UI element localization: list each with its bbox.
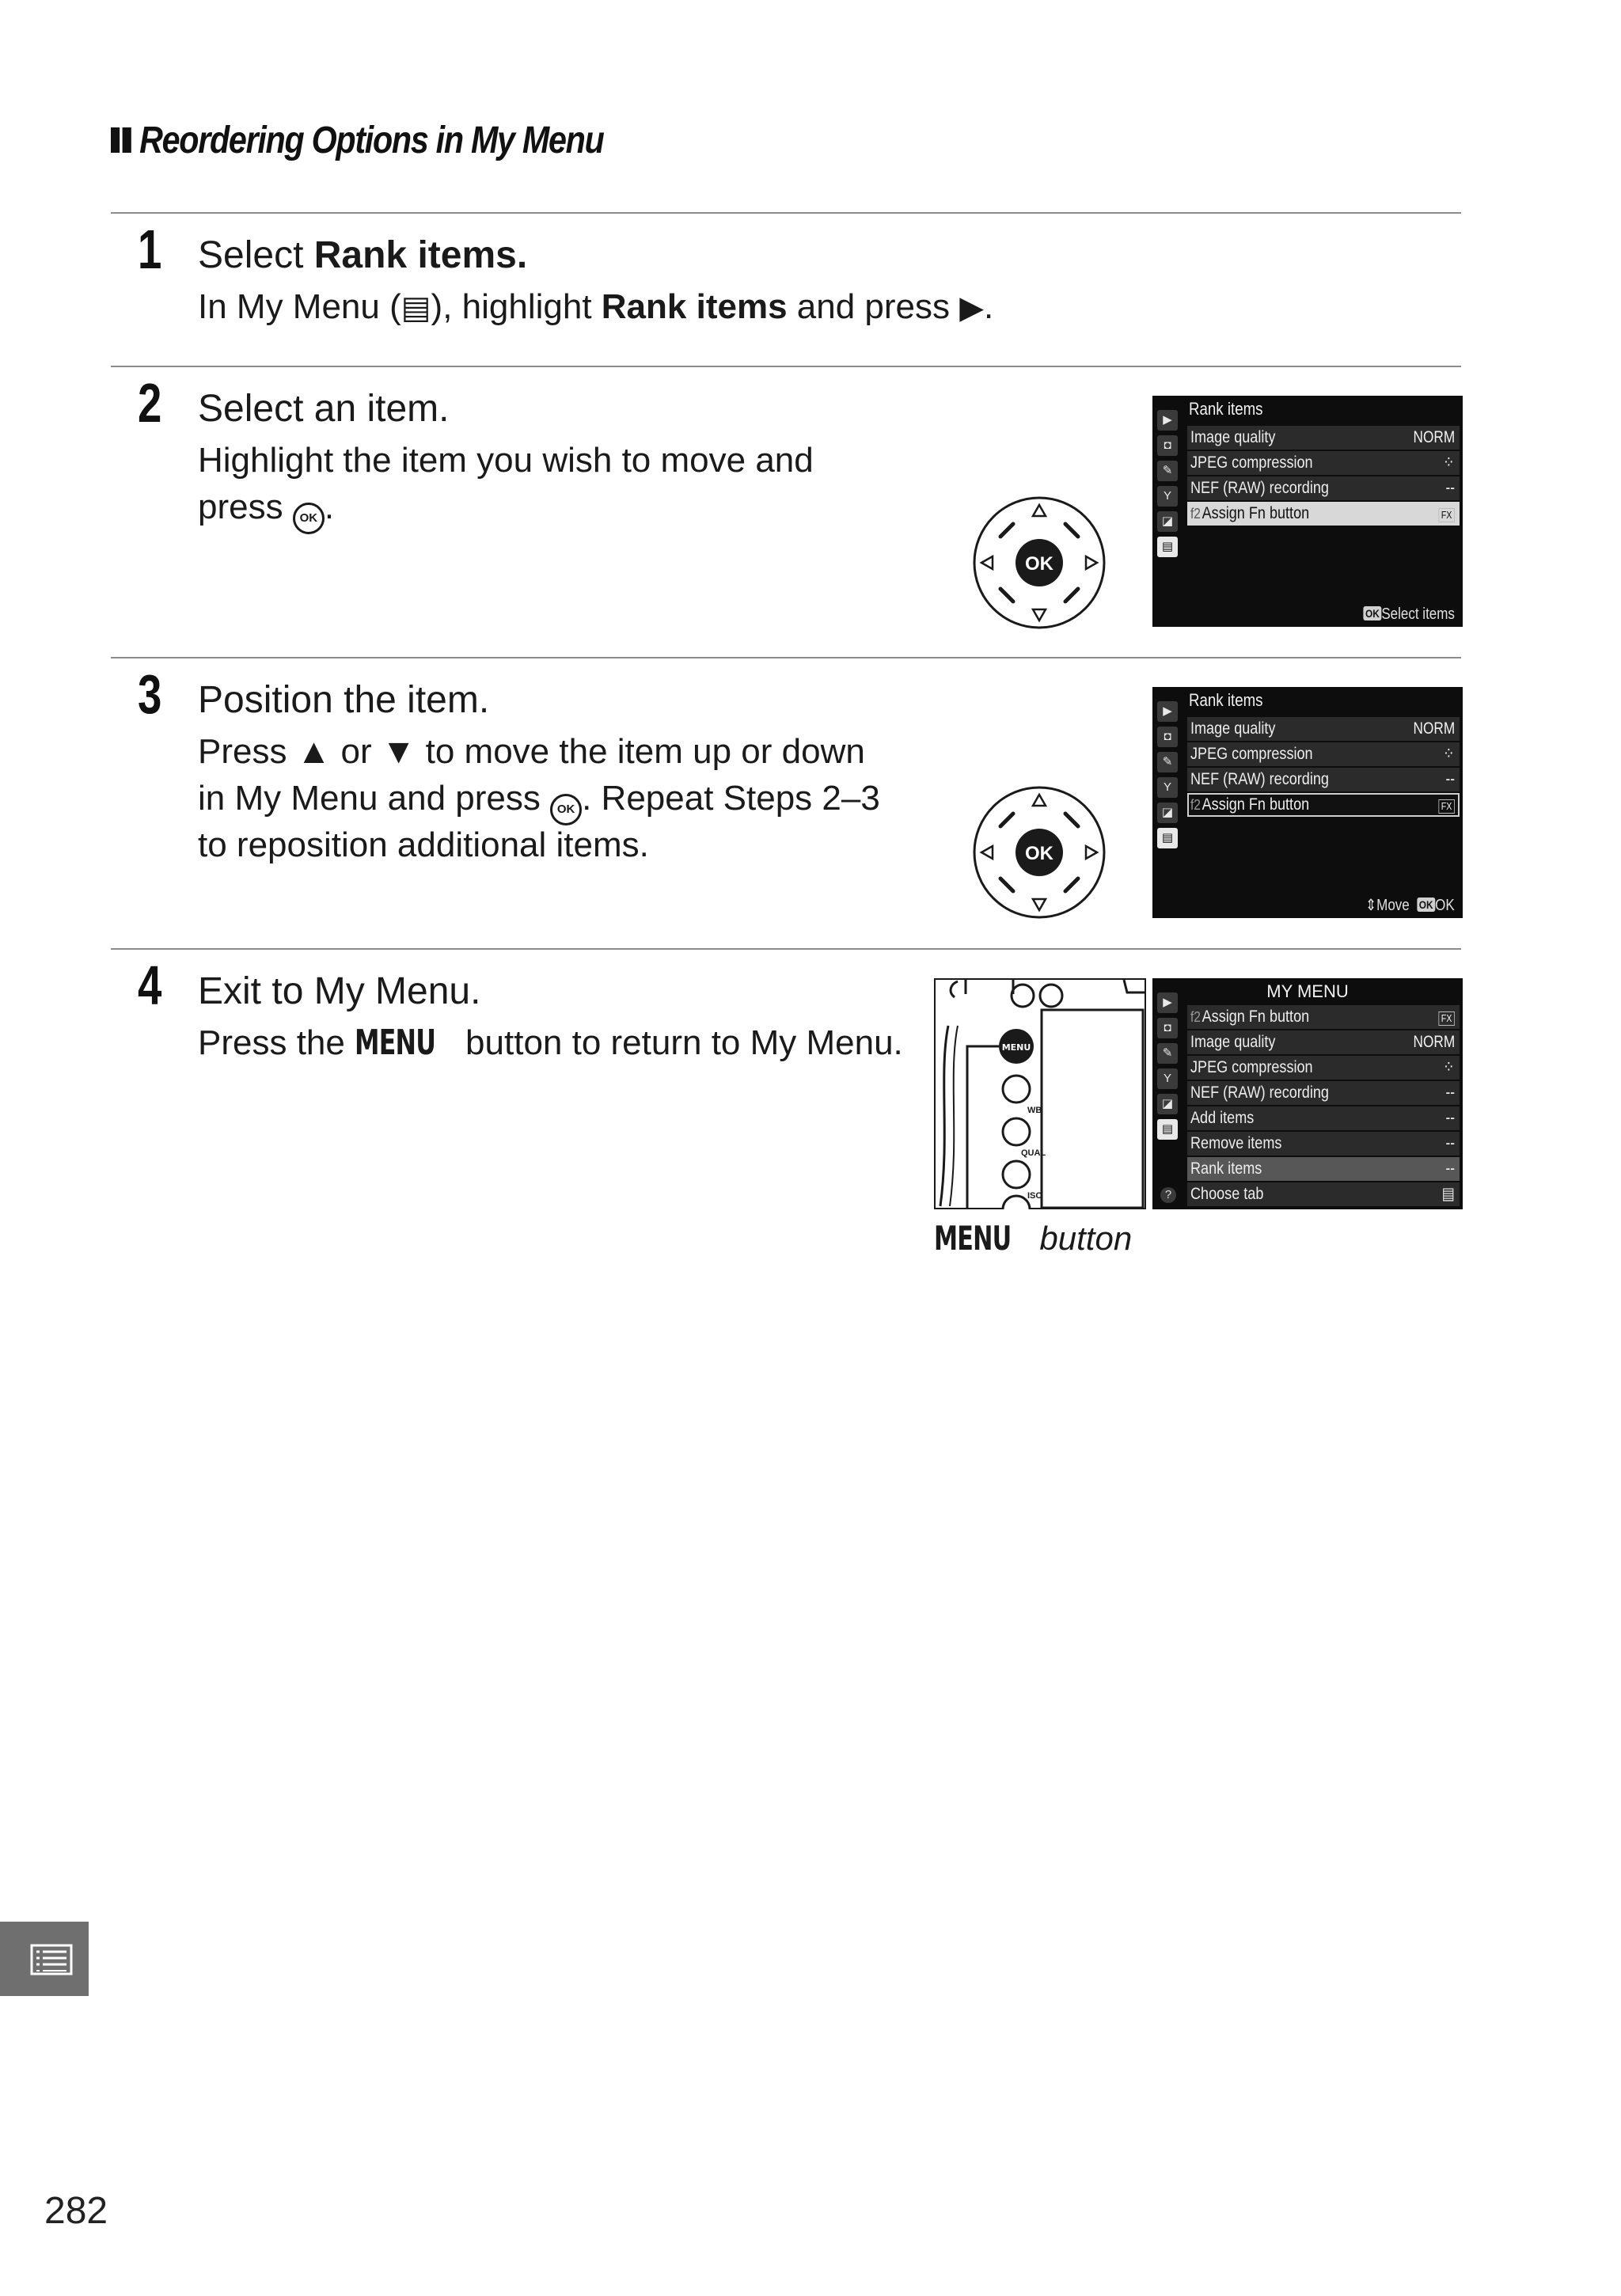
- list-item: [1187, 451, 1460, 475]
- list-item: [1187, 1132, 1460, 1156]
- step-body-3-line2: [198, 775, 880, 825]
- screen-title: MY MENU: [1266, 981, 1349, 1001]
- down-arrow-icon: ▼: [381, 732, 416, 771]
- step-number-3: 3: [138, 663, 162, 725]
- list-item-label: Image quality: [1190, 428, 1276, 446]
- list-item-label: Choose tab: [1190, 1185, 1264, 1203]
- list-item-prefix: f2: [1190, 1009, 1201, 1025]
- step-number-4: 4: [138, 954, 162, 1016]
- screen-footer: [1365, 895, 1455, 915]
- footer-move-text: Move: [1376, 897, 1410, 914]
- list-item: [1187, 1182, 1460, 1206]
- divider-step2: [111, 366, 1461, 367]
- divider-step3: [111, 657, 1461, 658]
- section-title-text: Reordering Options in My Menu: [139, 120, 604, 161]
- list-item-label: Image quality: [1190, 719, 1276, 738]
- list-item-value: [1439, 502, 1455, 526]
- step-title-3: Position the item.: [198, 679, 490, 721]
- retouch-tab-icon: ◪: [1157, 1094, 1178, 1114]
- list-item-value: --: [1445, 479, 1455, 497]
- my-menu-side-icon: [0, 1922, 89, 1996]
- footer-ok-text: OK: [1435, 897, 1455, 914]
- list-item-label: [1190, 502, 1309, 526]
- step-body-4-pre: Press the: [198, 1023, 355, 1062]
- list-item-label-text: Assign Fn button: [1202, 504, 1310, 522]
- menu-button-caption: [934, 1219, 1132, 1258]
- setup-tab-icon: Y: [1157, 486, 1178, 507]
- playback-tab-icon: ▶: [1157, 410, 1178, 431]
- menu-tabs: [1156, 410, 1179, 562]
- list-item: [1187, 742, 1460, 766]
- camera-screen-rank-items-select: [1152, 396, 1463, 627]
- list-item: [1187, 426, 1460, 450]
- step-body-1-end: .: [984, 287, 994, 326]
- camera-menu-button-label: MENU: [1001, 1042, 1031, 1053]
- list-item-prefix: f2: [1190, 797, 1201, 813]
- screen-footer: [1363, 605, 1455, 624]
- list-item: [1187, 1081, 1460, 1105]
- step-body-1-bold: Rank items: [601, 287, 788, 326]
- list-item-label: NEF (RAW) recording: [1190, 770, 1329, 788]
- list-item: [1187, 768, 1460, 791]
- dial-ok-label: OK: [1025, 553, 1053, 575]
- fx-chip: FX: [1439, 799, 1455, 814]
- list-item-label: JPEG compression: [1190, 1058, 1313, 1076]
- step-body-1-mid: ), highlight: [431, 287, 602, 326]
- setup-tab-icon: Y: [1157, 777, 1178, 798]
- wb-label: WB: [1027, 1106, 1042, 1115]
- my-menu-icon: ▤: [401, 290, 431, 325]
- list-item-label: [1190, 1005, 1309, 1029]
- help-icon: ?: [1160, 1187, 1176, 1203]
- step-body-3-post2: . Repeat Steps 2–3: [582, 779, 880, 818]
- my-menu-list: [1187, 1005, 1460, 1208]
- camera-screen-rank-items-move: [1152, 687, 1463, 918]
- list-item-label: Rank items: [1190, 1159, 1262, 1178]
- setup-tab-icon: Y: [1157, 1068, 1178, 1089]
- shooting-tab-icon: ◘: [1157, 727, 1178, 747]
- list-item-label: Image quality: [1190, 1033, 1276, 1051]
- multi-selector-icon: [972, 495, 1107, 630]
- camera-screen-my-menu: [1152, 978, 1463, 1209]
- qual-label: QUAL: [1021, 1148, 1046, 1158]
- step-title-1: [198, 233, 527, 279]
- step-title-2: Select an item.: [198, 388, 450, 430]
- list-item-label: JPEG compression: [1190, 745, 1313, 763]
- section-side-tab: [0, 1922, 89, 1996]
- section-marker-icon: [111, 119, 134, 162]
- list-item-value: NORM: [1413, 1033, 1455, 1051]
- divider-step4: [111, 948, 1461, 950]
- list-item-value: [1439, 1005, 1455, 1029]
- camera-body-drawing: [934, 978, 1146, 1209]
- my-menu-tab-icon: ▤: [1157, 828, 1178, 848]
- list-item: [1187, 717, 1460, 741]
- playback-tab-icon: ▶: [1157, 701, 1178, 722]
- step-body-2-press: press: [198, 488, 283, 526]
- menu-tabs: [1156, 701, 1179, 853]
- step-body-3-move: to move the item up or down: [416, 732, 865, 771]
- list-item-label: JPEG compression: [1190, 454, 1313, 472]
- right-arrow-icon: ▶: [959, 290, 984, 325]
- playback-tab-icon: ▶: [1157, 992, 1178, 1013]
- section-title: [111, 119, 604, 162]
- list-item-label-text: Assign Fn button: [1202, 795, 1310, 814]
- list-item-value: NORM: [1413, 719, 1455, 738]
- list-item: [1187, 1106, 1460, 1130]
- iso-label: ISO: [1027, 1191, 1042, 1201]
- step-body-3-line1: [198, 728, 865, 775]
- custom-tab-icon: ✎: [1157, 1043, 1178, 1064]
- multi-selector-icon: [972, 785, 1107, 920]
- list-item-label: NEF (RAW) recording: [1190, 479, 1329, 497]
- screen-title: Rank items: [1189, 399, 1263, 419]
- divider-top: [111, 212, 1461, 214]
- step-number-1: 1: [138, 218, 162, 280]
- list-item-label-text: Assign Fn button: [1202, 1008, 1310, 1026]
- list-item-value: [1439, 793, 1455, 817]
- ok-button-icon: OK: [293, 503, 325, 534]
- list-item-selected: [1187, 502, 1460, 526]
- list-item-label: NEF (RAW) recording: [1190, 1083, 1329, 1102]
- step-title-1-pre: Select: [198, 234, 314, 276]
- shooting-tab-icon: ◘: [1157, 1018, 1178, 1038]
- list-item-value: --: [1445, 1134, 1455, 1152]
- list-item-label: Remove items: [1190, 1134, 1282, 1152]
- list-item-label: [1190, 793, 1309, 817]
- list-item-value: NORM: [1413, 428, 1455, 446]
- list-item-value: ⁘: [1443, 745, 1455, 763]
- step-body-3-line3: to reposition additional items.: [198, 825, 649, 864]
- list-item-value: ⁘: [1443, 1058, 1455, 1076]
- caption-menu-label: MENU: [934, 1219, 1012, 1258]
- rank-list: [1187, 717, 1460, 818]
- step-body-3-press: Press: [198, 732, 297, 771]
- fx-chip: FX: [1439, 508, 1455, 522]
- step-body-2-end: .: [324, 488, 335, 526]
- retouch-tab-icon: ◪: [1157, 511, 1178, 532]
- list-item: [1187, 1005, 1460, 1029]
- list-item: [1187, 476, 1460, 500]
- page-number: 282: [44, 2190, 108, 2232]
- fx-chip: FX: [1439, 1011, 1455, 1026]
- step-number-2: 2: [138, 372, 162, 434]
- list-item-prefix: f2: [1190, 506, 1201, 522]
- list-item-value: --: [1445, 1083, 1455, 1102]
- move-icon: ⇕: [1365, 897, 1377, 914]
- step-body-3-pre2: in My Menu and press: [198, 779, 551, 818]
- my-menu-tab-icon: ▤: [1157, 1119, 1178, 1140]
- custom-tab-icon: ✎: [1157, 461, 1178, 481]
- multi-selector-dial-step3: [972, 785, 1107, 920]
- list-item-value: ⁘: [1443, 454, 1455, 472]
- list-item-value: --: [1445, 770, 1455, 788]
- list-item: [1187, 1030, 1460, 1054]
- shooting-tab-icon: ◘: [1157, 435, 1178, 456]
- ok-badge-icon: OK: [1417, 898, 1435, 912]
- step-body-4-post: button to return to My Menu.: [455, 1023, 903, 1062]
- my-menu-tab-icon: ▤: [1157, 537, 1178, 557]
- multi-selector-dial-step2: [972, 495, 1107, 630]
- step-body-1-post: and press: [787, 287, 960, 326]
- step-title-1-bold: Rank items.: [313, 234, 528, 276]
- dial-ok-label: OK: [1025, 843, 1053, 864]
- step-body-1-pre: In My Menu (: [198, 287, 401, 326]
- step-title-4: Exit to My Menu.: [198, 970, 481, 1012]
- up-arrow-icon: ▲: [296, 732, 332, 771]
- rank-list: [1187, 426, 1460, 527]
- camera-back-illustration: [934, 978, 1146, 1209]
- screen-title: Rank items: [1189, 690, 1263, 710]
- step-body-2-line1: Highlight the item you wish to move and: [198, 441, 814, 480]
- retouch-tab-icon: ◪: [1157, 803, 1178, 823]
- list-item: [1187, 1056, 1460, 1080]
- ok-badge-icon: OK: [1363, 606, 1381, 620]
- menu-button-label: MENU: [355, 1023, 436, 1063]
- choose-tab-icon: ▤: [1441, 1185, 1455, 1203]
- list-item-value: --: [1445, 1109, 1455, 1127]
- ok-button-icon: OK: [550, 794, 582, 825]
- list-item-highlighted: [1187, 1157, 1460, 1181]
- step-body-2-line2: [198, 484, 334, 534]
- caption-text: button: [1030, 1220, 1133, 1257]
- list-item-label: Add items: [1190, 1109, 1255, 1127]
- list-item-value: --: [1445, 1159, 1455, 1178]
- custom-tab-icon: ✎: [1157, 752, 1178, 772]
- step-body-3-or: or: [331, 732, 382, 771]
- menu-tabs: [1156, 992, 1179, 1144]
- footer-text: Select items: [1381, 605, 1455, 623]
- step-body-4: [198, 1019, 903, 1066]
- list-item-moving: [1187, 793, 1460, 817]
- step-body-1: [198, 283, 993, 332]
